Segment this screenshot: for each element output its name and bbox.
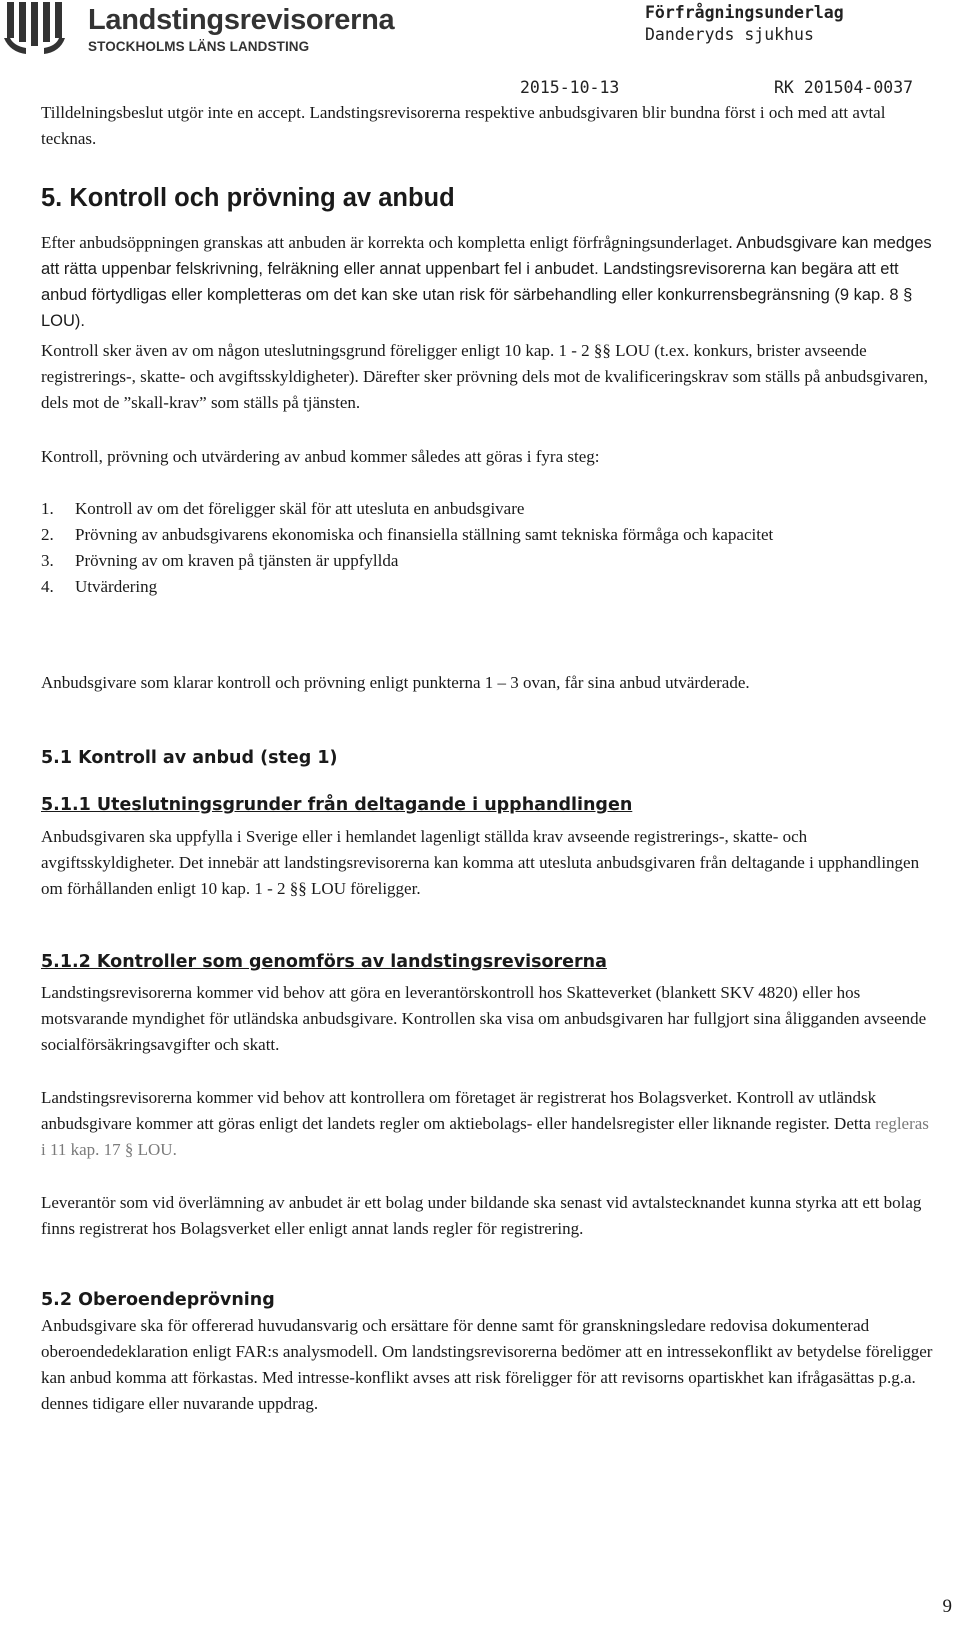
list-item: 2. Prövning av anbudsgivarens ekonomiska och finansiella ställning samt tekniska förmåga och kapacitet	[41, 525, 774, 544]
section-5-1-2-p2b: regleras i 11 kap. 17 § LOU.	[41, 1114, 929, 1159]
section-5-paragraph-1	[41, 230, 936, 334]
section-5-p1c: Landstingsrevisorerna kan begära att ett anbud förtydligas eller kompletteras om det kan ske utan risk för särbehandling eller konkurrensbegränsning (9 kap. 8 § LOU).	[41, 260, 913, 330]
section-5-1-2-p2a: Landstingsrevisorerna kommer vid behov att kontrollera om företaget är registrerat hos Bolagsverket. Kontroll av utländsk anbudsgivare kommer att göras enligt det landets regler om aktiebolags- eller handelsregister eller liknande register. Detta	[41, 1088, 877, 1133]
section-5-p1a: Efter anbudsöppningen granskas att anbuden är korrekta och kompletta enligt förfrågningsunderlaget.	[41, 233, 733, 252]
logo-name: Landstingsrevisorerna	[88, 4, 395, 36]
section-5-1-1-text: Anbudsgivaren ska uppfylla i Sverige eller i hemlandet lagenligt ställda krav avseende registrerings-, skatte- och avgiftsskyldigheter. Det innebär att landstingsrevisorerna kan komma att utesluta anbudsgivaren från deltagande i upphandlingen om förhållanden enligt 10 kap. 1 - 2 §§ LOU föreligger.	[41, 827, 920, 898]
section-5-1-heading: 5.1 Kontroll av anbud (steg 1)	[41, 748, 338, 768]
section-5-p1b: Anbudsgivare kan medges att rätta uppenbar felskrivning, felräkning eller annat uppenbart fel i anbudet.	[41, 234, 932, 278]
list-item: 3. Prövning av om kraven på tjänsten är uppfyllda	[41, 551, 399, 570]
intro-paragraph: Tilldelningsbeslut utgör inte en accept. Landstingsrevisorerna respektive anbudsgivaren blir bundna först i och med att avtal tecknas.	[41, 103, 886, 148]
section-5-2-text: Anbudsgivare ska för offererad huvudansvarig och ersättare för denne samt för granskningsledare redovisa dokumenterad oberoendedeklaration enligt FAR:s analysmodell. Om landstingsrevisorerna bedömer att en intressekonflikt av betydelse föreligger kan anbud komma att förkastas. Med intresse-konflikt avses att risk föreligger för att revisorns opartiskhet kan ifrågasättas p.g.a. dennes tidigare eller nuvarande uppdrag.	[41, 1316, 933, 1413]
list-item: 4. Utvärdering	[41, 577, 158, 596]
document-date: 2015-10-13	[520, 78, 620, 97]
logo-subtitle: STOCKHOLMS LÄNS LANDSTING	[88, 39, 310, 54]
section-5-1-2-paragraph-3: Leverantör som vid överlämning av anbudet är ett bolag under bildande ska senast vid avtalstecknandet kunna styrka att ett bolag finns registrerat hos Bolagsverket eller enligt annat lands regler för registrering.	[41, 1193, 922, 1238]
section-5-heading: 5. Kontroll och prövning av anbud	[41, 184, 455, 212]
logo-mark-icon	[4, 2, 82, 56]
section-5-1-2-heading: 5.1.2 Kontroller som genomförs av landstingsrevisorerna	[41, 952, 607, 972]
document-type: Förfrågningsunderlag	[645, 3, 844, 22]
logo	[4, 2, 404, 56]
section-5-1-1-heading: 5.1.1 Uteslutningsgrunder från deltagande i upphandlingen	[41, 795, 633, 815]
organization: Danderyds sjukhus	[645, 25, 814, 44]
list-item: 1. Kontroll av om det föreligger skäl för att utesluta en anbudsgivare	[41, 499, 525, 518]
section-5-paragraph-2	[41, 338, 936, 416]
section-5-paragraph-4: Anbudsgivare som klarar kontroll och prövning enligt punkterna 1 – 3 ovan, får sina anbud utvärderade.	[41, 673, 750, 692]
section-5-1-2-paragraph-1: Landstingsrevisorerna kommer vid behov att göra en leverantörskontroll hos Skatteverket (blankett SKV 4820) eller hos motsvarande myndighet för utländska anbudsgivare. Kontrollen ska visa om anbudsgivaren har fullgjort sina åligganden avseende socialförsäkringsavgifter och skatt.	[41, 983, 927, 1054]
page-number: 9	[942, 1596, 952, 1617]
section-5-2-heading: 5.2 Oberoendeprövning	[41, 1290, 275, 1310]
section-5-paragraph-3: Kontroll, prövning och utvärdering av anbud kommer således att göras i fyra steg:	[41, 447, 600, 466]
section-5-p2b: Därefter sker prövning dels mot de kvalificeringskrav som ställs på anbudsgivaren, dels mot de ”skall-krav” som ställs på tjänsten.	[41, 367, 929, 412]
section-5-1-2-paragraph-2	[41, 1085, 936, 1163]
section-5-p2a: Kontroll sker även av om någon uteslutningsgrund föreligger enligt 10 kap. 1 - 2 §§ LOU (t.ex. konkurs, brister avseende registrerings-, skatte- och avgiftsskyldigheter).	[41, 341, 867, 386]
document-reference: RK 201504-0037	[774, 78, 914, 97]
steps-list	[41, 496, 921, 600]
